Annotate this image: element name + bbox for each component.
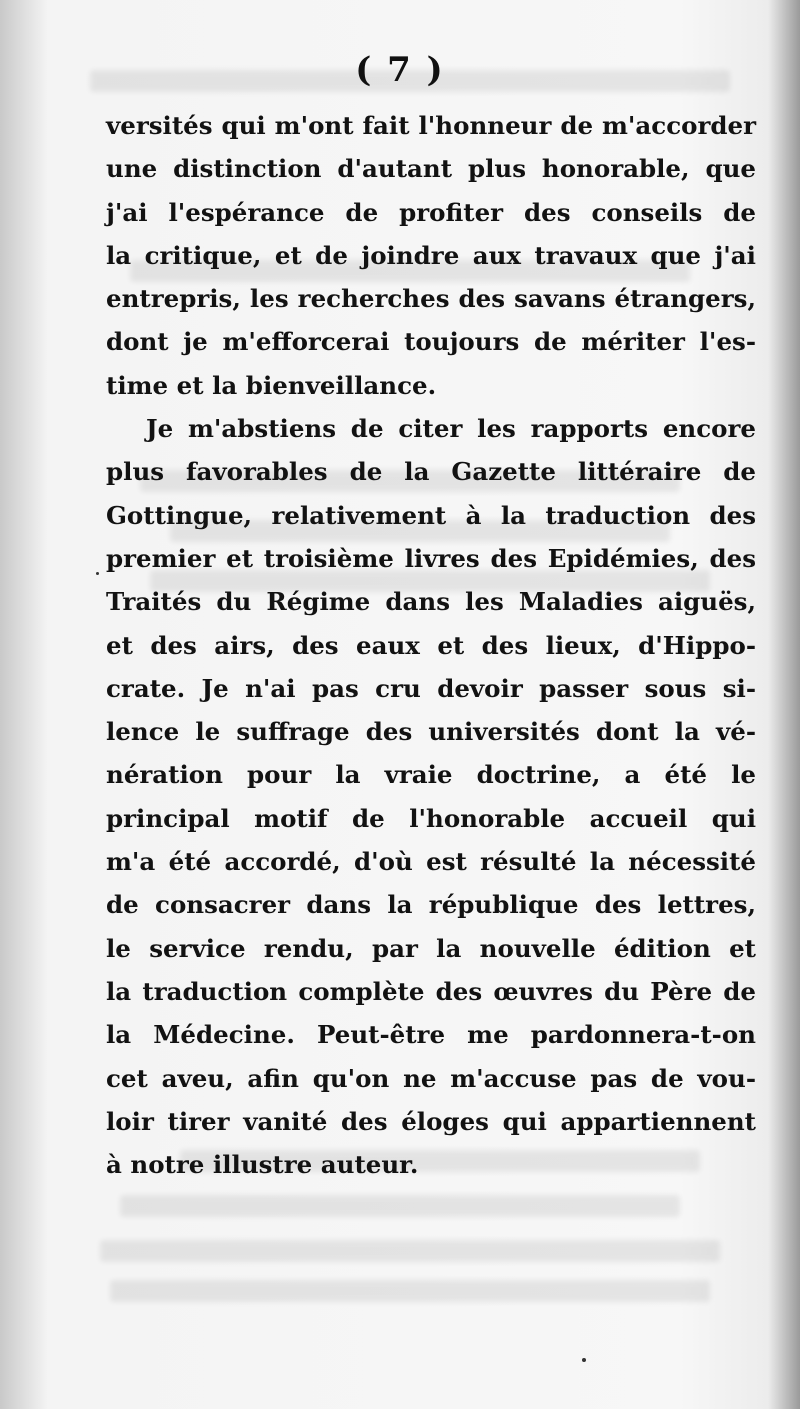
text-line: nération pour la vraie doctrine, a été le <box>106 760 756 790</box>
speck <box>582 1358 586 1362</box>
text-line: plus favorables de la Gazette littéraire de <box>106 457 756 487</box>
text-line: le service rendu, par la nouvelle édition et <box>106 933 756 963</box>
text-line: Traités du Régime dans les Maladies aiguës, <box>106 587 756 617</box>
text-line: la Médecine. Peut-être me pardonnera-t-on <box>106 1020 756 1050</box>
text-line: et des airs, des eaux et des lieux, d'Hippo- <box>106 630 756 660</box>
text-line: loir tirer vanité des éloges qui appartiennent <box>106 1106 756 1136</box>
page-number: ( 7 ) <box>355 50 445 90</box>
speck <box>96 572 99 575</box>
text-line: cet aveu, afin qu'on ne m'accuse pas de vou- <box>106 1063 756 1093</box>
text-line: une distinction d'autant plus honorable, que <box>106 154 756 184</box>
text-line: Je m'abstiens de citer les rapports encore <box>146 414 756 444</box>
body-text <box>106 104 756 1186</box>
text-line: dont je m'efforcerai toujours de mériter l'es- <box>106 327 756 357</box>
text-line: time et la bienveillance. <box>106 370 437 400</box>
text-line: lence le suffrage des universités dont la vé- <box>106 717 756 747</box>
text-line: versités qui m'ont fait l'honneur de m'accorder <box>106 111 756 140</box>
paragraph <box>106 104 756 407</box>
text-line: m'a été accordé, d'où est résulté la nécessité <box>106 847 756 877</box>
text-line: de consacrer dans la république des lettres, <box>106 890 756 920</box>
text-line: crate. Je n'ai pas cru devoir passer sous si- <box>106 673 756 703</box>
text-line: la critique, et de joindre aux travaux que j'ai <box>106 240 756 270</box>
text-line: Gottingue, relativement à la traduction des <box>106 500 756 530</box>
paragraph <box>106 407 756 1186</box>
text-line: principal motif de l'honorable accueil qui <box>106 803 756 833</box>
text-line: j'ai l'espérance de profiter des conseils de <box>106 197 756 227</box>
text-line: premier et troisième livres des Epidémies, des <box>106 543 756 573</box>
text-line: entrepris, les recherches des savans étrangers, <box>106 284 756 314</box>
text-line: à notre illustre auteur. <box>106 1150 419 1180</box>
text-line: la traduction complète des œuvres du Père de <box>106 976 756 1006</box>
